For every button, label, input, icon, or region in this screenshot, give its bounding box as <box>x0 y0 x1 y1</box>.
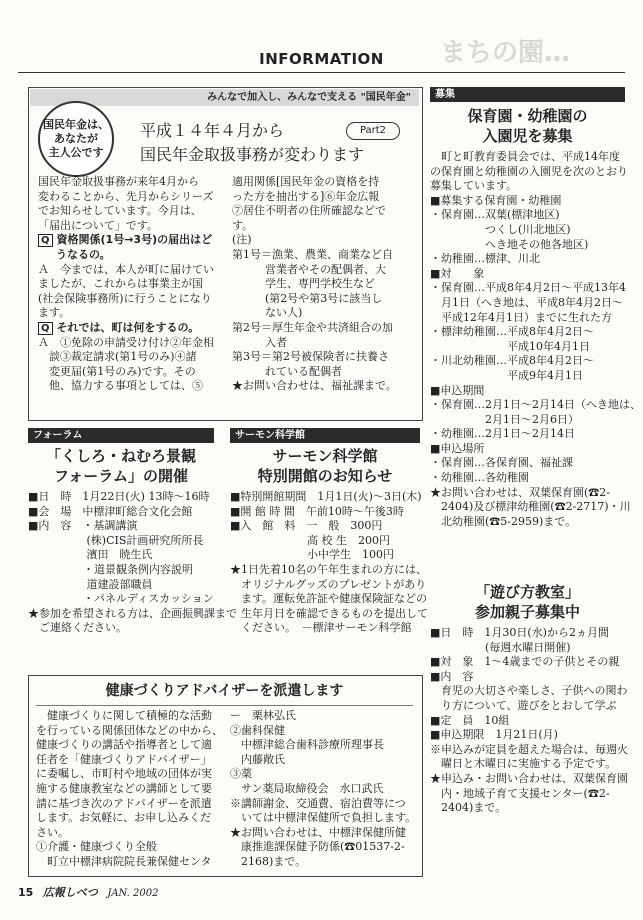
page-header-title: INFORMATION <box>259 50 384 68</box>
recruit-line: 平成12年4月1日）までに生れた方 <box>430 310 612 324</box>
play-line: ■申込期限 1月21日(月) <box>430 728 558 742</box>
play-body <box>430 626 635 816</box>
recruit-line: へき地その他各地区) <box>430 237 589 251</box>
health-col1 <box>36 709 226 870</box>
pension-col2-line: 適用関係[国民年金の資格を持 <box>232 175 380 188</box>
pension-question-1b: うなるの。 <box>56 247 111 261</box>
health-col1-line: 健康づくりの講話や指導者として適 <box>36 738 212 752</box>
forum-line: ■会 場 中標津町総合文化会館 <box>28 504 193 518</box>
health-col2-line: ★お問い合わせは、中標津保健所健 <box>230 825 406 839</box>
pension-col1-line: 「届出について」です。 <box>38 218 158 232</box>
recruit-category-bar: 募集 <box>430 87 625 102</box>
pension-col2-line: 第2号＝厚生年金や共済組合の加 <box>232 320 393 334</box>
pension-col2-line: (第2号や第3号に該当し <box>232 291 383 305</box>
recruit-line: 2月1日～2月6日） <box>430 412 579 426</box>
play-line: ★申込み・お問い合わせは、双葉保育園 <box>430 771 628 785</box>
play-line: ■内 容 <box>430 669 474 683</box>
play-line: 曜日と木曜日に実施する予定です。 <box>430 757 617 771</box>
recruit-line: 募集しています。 <box>430 179 518 193</box>
pension-col1-line: ましたが、これからは事業主が国 <box>38 277 203 291</box>
health-col1-line: 任者を「健康づくりアドバイザー」 <box>36 752 212 766</box>
health-col1-line: 施する健康教室などの講師として要 <box>36 781 212 795</box>
forum-line: (株)CIS計画研究所所長 <box>28 533 204 547</box>
recruit-line: ・幼稚園…2月1日～2月14日 <box>430 427 575 441</box>
forum-line: ご連絡ください。 <box>28 621 127 635</box>
pension-col1-line: 変わることから、先月からシリーズ <box>38 189 214 203</box>
health-col2-line: 康推進課保健予防係(☎01537-2- <box>230 840 405 854</box>
pension-col1-line: 変更届(第1号のみ)です。その <box>38 364 196 378</box>
recruit-line: 町と町教育委員会では、平成14年度 <box>430 150 620 163</box>
issue-date: JAN. 2002 <box>107 888 159 899</box>
recruit-heading-2: 入園児を募集 <box>482 127 573 145</box>
q-mark-icon: Q <box>38 234 53 247</box>
salmon-line: ■入 館 料 一 般 300円 <box>230 519 383 533</box>
health-title-rule <box>36 705 413 706</box>
recruit-line: 平成10年4月1日 <box>430 339 590 353</box>
recruit-line: ・保育園…2月1日～2月14日（へき地は、 <box>430 398 641 412</box>
health-col2-line: 2168)まで。 <box>230 854 307 868</box>
header-bg-text: まちの園… <box>440 38 571 68</box>
recruit-line: ・幼稚園…各幼稚園 <box>430 471 529 485</box>
pension-col1-line: 他、協力する事項としては、⑤ <box>38 379 203 393</box>
salmon-line: ください。 －標津サーモン科学館 <box>230 621 412 635</box>
forum-line: ・パネルディスカッション <box>28 592 214 606</box>
page-number: 15 <box>18 886 34 899</box>
pension-title-2: 国民年金取扱事務が変わります <box>140 145 365 164</box>
forum-heading-2: フォーラム」の開催 <box>53 467 189 485</box>
recruit-line: ・保育園…平成8年4月2日～平成13年4 <box>430 281 626 295</box>
health-col2-line: 中標津総合歯科診療所理事長 <box>230 738 384 752</box>
play-heading-2: 参加親子募集中 <box>474 603 580 621</box>
play-line: り方について、遊びをとおして学ぶ <box>430 698 617 712</box>
recruit-line: の保育園と幼稚園の入園児を次のとおり <box>430 164 628 178</box>
pension-col2-line: 営業者やその配偶者、大 <box>232 262 386 276</box>
pension-col1-line: でお知らせしています。今月は、 <box>38 204 202 218</box>
pension-banner: みんなで加入し、みんなで支える "国民年金" <box>30 89 419 106</box>
salmon-line: 小中学生 100円 <box>230 548 394 562</box>
salmon-line: ■開 館 時 間 午前10時～午後3時 <box>230 504 404 518</box>
salmon-body <box>230 490 428 636</box>
pension-col2-line: (注) <box>232 233 252 247</box>
health-col2-line: 内藤敞氏 <box>230 752 285 766</box>
footer <box>18 884 158 900</box>
pension-col2-line: す。 <box>232 218 254 232</box>
play-line: ※申込みが定員を超えた場合は、毎週火 <box>430 742 628 756</box>
recruit-line: ★お問い合わせは、双葉保育園(☎2- <box>430 485 611 499</box>
play-heading-1: 「遊び方教室」 <box>474 583 580 601</box>
pension-col2-line: ⑦居住不明者の住所確認などで <box>232 204 386 218</box>
health-col1-line: さい。 <box>36 825 69 839</box>
pension-col1-line: (社会保険事務所)に行うことになり <box>38 291 212 305</box>
magazine-name: 広報しべつ <box>42 886 98 899</box>
pension-title-1: 平成１４年４月から <box>140 121 285 140</box>
health-col1-line: に委嘱し、市町村や地域の団体が実 <box>36 767 212 781</box>
salmon-line: オリジナルグッズのプレゼントがあり <box>230 577 427 591</box>
pension-col2-line: 入者 <box>232 335 287 349</box>
health-col2-line: ※講師謝金、交通費、宿泊費等につ <box>230 796 406 810</box>
pension-col1-line: 談③裁定請求(第1号のみ)④諸 <box>38 350 197 364</box>
health-col2-line: ー 栗林弘氏 <box>230 709 296 722</box>
seal-line-3: 主人公です <box>48 146 104 159</box>
forum-line: ■日 時 1月22日(火) 13時～16時 <box>28 490 210 503</box>
salmon-line: 生年月日を確認できるものを提出して <box>230 606 428 620</box>
recruit-line: ■申込場所 <box>430 441 485 455</box>
play-line: 2404)まで。 <box>430 801 507 815</box>
salmon-line: ます。運転免許証や健康保険証などの <box>230 592 428 606</box>
pension-part-badge: Part2 <box>346 122 400 140</box>
pension-col2 <box>232 175 417 394</box>
recruit-line: 2404)及び標津幼稚園(☎2-2717)・川 <box>430 500 631 514</box>
pension-col2-line: 第3号＝第2号被保険者に扶養さ <box>232 350 389 364</box>
recruit-body <box>430 150 641 529</box>
pension-question-2: Q それでは、町は何をするの。 <box>38 321 226 336</box>
pension-col1 <box>38 175 226 394</box>
health-col2-line: いては中標津保健所で負担します。 <box>230 811 417 825</box>
pension-col2-line: れている配偶者 <box>232 364 342 378</box>
recruit-line: ・標津幼稚園…平成8年4月2日～ <box>430 325 594 339</box>
recruit-line: ・保育園…双葉(標津地区) <box>430 208 560 222</box>
forum-line: ・道景観条例内容説明 <box>28 562 193 576</box>
recruit-line: ・幼稚園…標津、川北 <box>430 252 540 266</box>
health-col2 <box>230 709 418 870</box>
seal-line-2: あなたが <box>54 132 98 145</box>
recruit-line: 平成9年4月1日 <box>430 368 583 382</box>
pension-seal <box>38 101 114 177</box>
pension-question-1: Q 資格関係(1号→3号)の届出はど <box>38 233 226 248</box>
health-col1-line: ①介護・健康づくり全般 <box>36 840 157 854</box>
health-col1-line: します。お気軽に、お申し込みくだ <box>36 811 212 825</box>
pension-col1-line: Ａ ①免除の申請受け付け②年金相 <box>38 335 214 349</box>
seal-line-1: 国民年金は、 <box>43 118 109 131</box>
health-col1-line: を行っている関係団体などの中から、 <box>36 723 223 737</box>
play-line: ■対 象 1～4歳までの子供とその親 <box>430 655 620 669</box>
forum-line: 道建設部職員 <box>28 577 153 591</box>
play-line: (毎週水曜日開催) <box>430 640 571 654</box>
health-col2-line: ③薬 <box>230 767 252 781</box>
play-line: ■定 員 10組 <box>430 713 510 727</box>
pension-col1-line: ます。 <box>38 306 71 320</box>
forum-body <box>28 490 237 636</box>
health-col2-line: ②歯科保健 <box>230 723 285 737</box>
recruit-heading-1: 保育園・幼稚園の <box>467 107 588 125</box>
health-col1-line: 請に基づき次のアドバイザーを派遣 <box>36 796 212 810</box>
recruit-line: ・保育園…各保育園、福祉課 <box>430 456 573 470</box>
salmon-heading-2: 特別開館のお知らせ <box>257 467 393 485</box>
salmon-heading-1: サーモン科学館 <box>272 447 378 465</box>
recruit-line: 月1日（へき地は、平成8年4月2日～ <box>430 295 623 309</box>
pension-col2-line: った方を抽出する]⑥年金広報 <box>232 189 380 203</box>
recruit-line: ■申込期間 <box>430 383 485 397</box>
recruit-line: ・川北幼稚園…平成8年4月2日～ <box>430 354 594 368</box>
play-line: 育児の大切さや楽しさ、子供への関わ <box>430 684 628 698</box>
forum-category-bar: フォーラム <box>28 428 214 443</box>
forum-line: ★参加を希望される方は、企画振興課まで <box>28 606 237 620</box>
health-title: 健康づくりアドバイザーを派遣します <box>105 683 344 699</box>
pension-col2-line: 学生、専門学校生など <box>232 277 375 291</box>
recruit-line: ■募集する保育園・幼稚園 <box>430 193 562 207</box>
recruit-line: つくし(川北地区) <box>430 222 571 236</box>
health-col1-line: 健康づくりに関して積極的な活動 <box>36 709 212 722</box>
pension-col2-line: 第1号＝漁業、農業、商業など自 <box>232 247 393 261</box>
salmon-line: 高 校 生 200円 <box>230 533 390 547</box>
salmon-category-bar: サーモン科学館 <box>230 428 420 443</box>
recruit-line: ■対 象 <box>430 266 485 280</box>
play-line: 内・地域子育て支援センター(☎2- <box>430 786 610 800</box>
health-col2-line: サン薬局取締役会 水口武氏 <box>230 781 384 795</box>
header-rule <box>18 72 625 73</box>
salmon-line: ■特別開館期間 1月1日(火)～3日(木) <box>230 490 422 503</box>
play-line: ■日 時 1月30日(水)から2ヵ月間 <box>430 626 609 639</box>
pension-col2-line: ない人) <box>232 306 303 320</box>
pension-col1-line: 国民年金取扱事務が来年4月から <box>38 175 199 188</box>
q-mark-icon: Q <box>38 322 53 335</box>
salmon-line: ★1日先着10名の午年生まれの方には、 <box>230 562 427 576</box>
forum-heading-1: 「くしろ・ねむろ景観 <box>45 447 196 465</box>
forum-line: 濱田 暁生氏 <box>28 548 153 562</box>
health-col1-line: 町立中標津病院院長兼保健センタ <box>36 854 212 868</box>
pension-col1-line: Ａ 今までは、本人が町に届けてい <box>38 262 214 276</box>
forum-line: ■内 容 ・基調講演 <box>28 519 138 533</box>
recruit-line: 北幼稚園(☎5-2959)まで。 <box>430 514 577 528</box>
pension-col2-line: ★お問い合わせは、福祉課まで。 <box>232 379 397 393</box>
